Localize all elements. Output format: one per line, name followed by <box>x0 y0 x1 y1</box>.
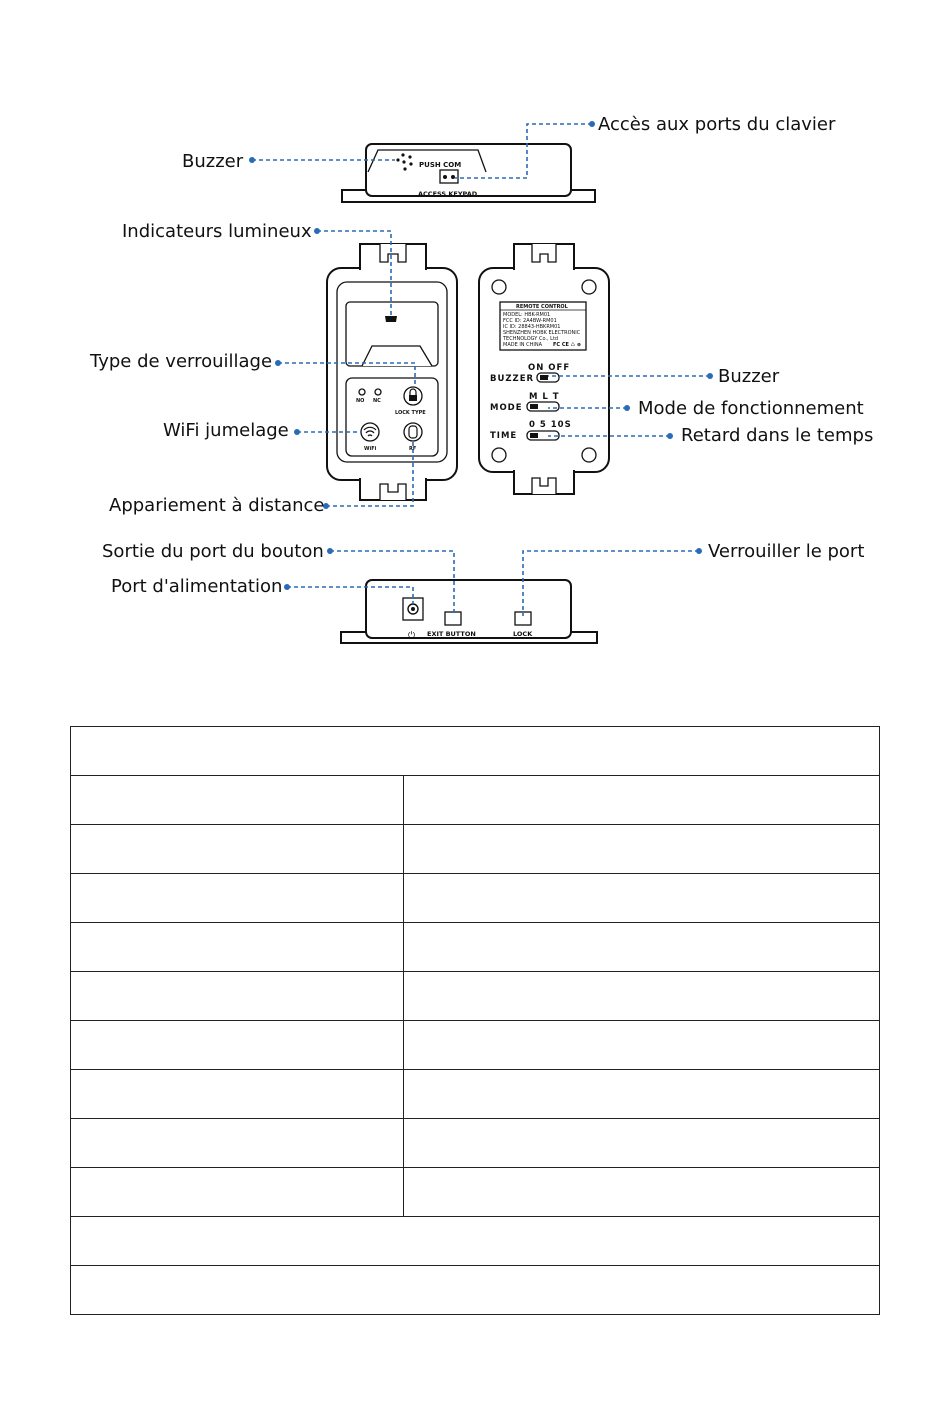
remote-control-label: REMOTE CONTROL <box>516 304 568 310</box>
callout-lock-port: Verrouiller le port <box>708 541 865 562</box>
table-cell-label <box>71 1119 404 1168</box>
table-cell-value <box>404 972 880 1021</box>
table-cell-value <box>404 825 880 874</box>
rf-label: RF <box>409 446 417 452</box>
table-cell-label <box>71 1021 404 1070</box>
callout-power-port: Port d'alimentation <box>111 576 283 597</box>
made-in-label: MADE IN CHINA <box>503 342 543 348</box>
table-row <box>71 874 880 923</box>
table-footer-row <box>71 1217 880 1266</box>
table-footer-row <box>71 1266 880 1315</box>
wifi-icon <box>361 423 379 441</box>
table-cell-label <box>71 874 404 923</box>
table-row <box>71 1119 880 1168</box>
table-row <box>71 1070 880 1119</box>
fcc-label: FCC ID: 2A4BW-RM01 <box>503 318 557 324</box>
power-symbol-icon: ⏻ <box>408 631 416 641</box>
table-row <box>71 825 880 874</box>
table-footer-cell <box>71 1266 880 1315</box>
table-cell-label <box>71 825 404 874</box>
mode-switch-label: MODE <box>490 403 523 413</box>
table-header-cell <box>71 727 880 776</box>
table-cell-value <box>404 1168 880 1217</box>
callout-mode: Mode de fonctionnement <box>638 398 864 419</box>
table-row <box>71 1168 880 1217</box>
top-side-view <box>342 144 595 202</box>
on-off-label: ON OFF <box>528 363 571 373</box>
table-cell-label <box>71 923 404 972</box>
lock-port-label: LOCK <box>513 630 533 638</box>
table-header-row <box>71 727 880 776</box>
time-switch-label: TIME <box>490 431 518 441</box>
table-row <box>71 1021 880 1070</box>
table-cell-value <box>404 1021 880 1070</box>
table-footer-cell <box>71 1217 880 1266</box>
back-device <box>479 244 609 494</box>
table-cell-value <box>404 923 880 972</box>
spec-table <box>70 726 880 1315</box>
table-cell-label <box>71 1070 404 1119</box>
wifi-label: WiFi <box>364 446 377 452</box>
table-row <box>71 776 880 825</box>
lock-type-label: LOCK TYPE <box>395 410 426 416</box>
push-com-label: PUSH COM <box>419 161 462 169</box>
table-cell-value <box>404 1119 880 1168</box>
svg-text:FC CE ♺ ⊕: FC CE ♺ ⊕ <box>553 342 582 348</box>
device-diagram <box>0 0 950 700</box>
time-values-label: 0 5 10S <box>529 420 572 430</box>
callout-keypad-access: Accès aux ports du clavier <box>598 114 836 135</box>
buzzer-switch-label: BUZZER <box>490 374 535 384</box>
maker-line1: SHENZHEN HOBK ELECTRONIC <box>503 330 581 336</box>
callout-remote-pairing: Appariement à distance <box>109 495 325 516</box>
callout-buzzer-right: Buzzer <box>718 366 780 387</box>
nc-label: NC <box>373 398 381 404</box>
mlt-label: M L T <box>529 392 560 402</box>
exit-button-label: EXIT BUTTON <box>427 630 476 638</box>
table-row <box>71 972 880 1021</box>
callout-exit-port: Sortie du port du bouton <box>102 541 324 562</box>
table-cell-value <box>404 1070 880 1119</box>
no-label: NO <box>356 398 365 404</box>
access-keypad-label: ACCESS KEYPAD <box>418 190 478 198</box>
maker-line2: TECHNOLOGY Co., Ltd <box>503 336 559 342</box>
callout-lock-type: Type de verrouillage <box>90 351 273 372</box>
table-cell-label <box>71 972 404 1021</box>
table-cell-value <box>404 874 880 923</box>
table-cell-label <box>71 1168 404 1217</box>
callout-indicators: Indicateurs lumineux <box>122 221 312 242</box>
bottom-side-view <box>341 580 597 643</box>
front-device <box>327 244 457 500</box>
callout-delay: Retard dans le temps <box>681 425 874 446</box>
callout-wifi: WiFi jumelage <box>163 420 289 441</box>
table-cell-label <box>71 776 404 825</box>
model-label: MODEL: HBK-RM01 <box>503 312 551 318</box>
table-cell-value <box>404 776 880 825</box>
table-row <box>71 923 880 972</box>
callout-buzzer-top: Buzzer <box>182 151 244 172</box>
ic-label: IC ID: 28843-HBKRM01 <box>503 324 561 330</box>
spec-table-body <box>71 727 880 1315</box>
